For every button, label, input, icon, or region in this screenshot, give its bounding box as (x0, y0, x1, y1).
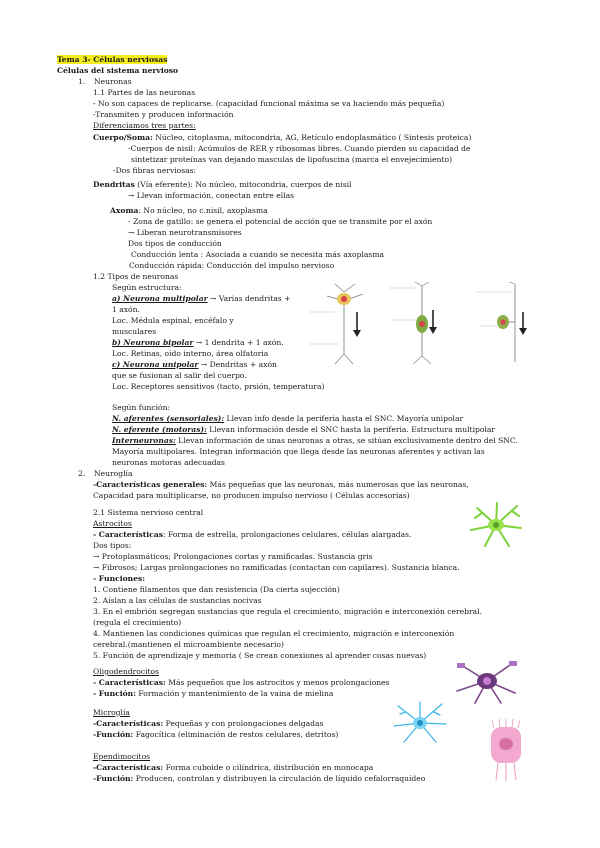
astrocitos-title: Astrocitos (93, 519, 132, 528)
text-line: -Características: Pequeñas y con prolongaciones delgadas (93, 719, 324, 728)
ependimocitos-title: Ependimocitos (93, 752, 151, 761)
text-line: Interneuronas: Llevan información de unas neuronas a otras, se sitúan exclusivamente dentro del SNC. (112, 436, 518, 445)
microglia-icon (390, 700, 450, 746)
text-line: b) Neurona bipolar → 1 dendrita + 1 axón. (112, 338, 284, 347)
section-1-title: Neuronas (94, 77, 132, 86)
text-line: -Cuerpos de nisil: Acúmulos de RER y ribosomas libres. Cuando pierden su capacidad de (128, 144, 471, 153)
text-line: Conducción rápida: Conducción del impulso nervioso (129, 261, 335, 270)
text-line: Conducción lenta : Asociada a cuando se necesita más axoplasma (131, 250, 385, 259)
text-line: → Liberan neurotransmisores (128, 228, 242, 237)
text-line: musculares (112, 327, 157, 336)
text-line: -Función: Fagocítica (eliminación de restos celulares, detritos) (93, 730, 339, 739)
ependymal-cell-icon (486, 718, 526, 782)
text-line: 3. En el embrión segregan sustancias que regula el crecimiento, migración e interconexión cerebral. (93, 607, 482, 616)
text-line: Loc. Retinas, oído interno, área olfatoria (112, 349, 269, 358)
text-line: -Dos fibras nerviosas: (113, 166, 197, 175)
text-line: 4. Mantienen las condiciones químicas que regulan el crecimiento, migración e interconexión (93, 629, 455, 638)
text-line: cerebral.(mantienen el microambiente necesario) (93, 640, 284, 649)
text-line: → Llevan información, conectan entre ellas (128, 191, 294, 200)
text-line: sintetizar proteínas van dejando masculas de lipofuscina (marca el envejecimiento) (131, 155, 453, 164)
subsection-1-2: 1.2 Tipos de neuronas (93, 272, 179, 281)
text-line: Capacidad para multiplicarse, no producen impulso nervioso ( Células accesorias) (93, 491, 410, 500)
text-line: Según estructura: (112, 283, 182, 292)
subsection-2-1: 2.1 Sistema nervioso central (93, 508, 204, 517)
neuron-types-diagram (297, 282, 537, 366)
text-line: - Funciones: (93, 574, 146, 583)
text-line: Dos tipos de conducción (128, 239, 222, 248)
text-line: 1. Contiene filamentos que dan resistencia (Da cierta sujección) (93, 585, 340, 594)
page-title: Tema 3- Células nerviosas (57, 55, 168, 64)
text-line: N. aferentes (sensoriales): Llevan info desde la periferia hasta el SNC. Mayoría unipolar (112, 414, 464, 423)
text-line: (regula el crecimiento) (93, 618, 182, 627)
text-line: - Características: Más pequeños que los astrocitos y menos prolongaciones (93, 678, 390, 687)
text-line: → Protoplasmáticos; Prolongaciones cortas y ramificadas. Sustancia gris (93, 552, 373, 561)
astrocyte-icon (467, 500, 525, 550)
text-line: -Transmiten y producen información (93, 110, 234, 119)
text-line: Según función: (112, 403, 171, 412)
text-line: que se fusionan al salir del cuerpo. (112, 371, 247, 380)
text-line: N. eferente (motoras): Llevan información desde el SNC hasta la periferia. Estructura multipolar (112, 425, 496, 434)
text-line: → Fibrosos; Largas prolongaciones no ramificadas (contactan con capilares). Sustancia blanca. (93, 563, 460, 572)
text-line: c) Neurona unipolar → Dendritas + axón (112, 360, 277, 369)
text-line: Axoma: No núcleo, no c.nisil, axoplasma (110, 206, 268, 215)
text-line: neuronas motoras adecuadas (112, 458, 225, 467)
text-line: Loc. Receptores sensitivos (tacto, prsión, temperatura) (112, 382, 325, 391)
oligo-title: Oligodendrocitos (93, 667, 160, 676)
microglia-title: Microglía (93, 708, 130, 717)
subsection-1-1: 1.1 Partes de las neuronas (93, 88, 196, 97)
text-line: Cuerpo/Soma: Núcleo, citoplasma, mitocondria, AG, Retículo endoplasmático ( Síntesis proteica) (93, 133, 472, 142)
section-2-title: Neuroglía (94, 469, 133, 478)
parts-heading: Diferenciamos tres partes: (93, 121, 196, 130)
text-line: Dos tipos: (93, 541, 132, 550)
text-line: - Zona de gatillo: se genera el potencial de acción que se transmite por el axón (128, 217, 433, 226)
text-line: -Función: Producen, controlan y distribuyen la circulación de líquido cefalorraquídeo (93, 774, 426, 783)
text-line: 5. Función de aprendizaje y memoria ( Se crean conexiones al aprender cosas nuevas) (93, 651, 427, 660)
text-line: -Características generales: Más pequeñas que las neuronas, más numerosas que las neuronas, (93, 480, 469, 489)
text-line: - Función: Formación y mantenimiento de la vaina de mielina (93, 689, 334, 698)
section-heading: Células del sistema nervioso (57, 66, 179, 75)
section-1-number: 1. (78, 77, 86, 86)
text-line: - Características: Forma de estrella, prolongaciones celulares, células alargadas. (93, 530, 412, 539)
text-line: - No son capaces de replicarse. (capacidad funcional máxima se va haciendo más pequeña) (93, 99, 445, 108)
text-line: 2. Aíslan a las células de sustancias nocivas (93, 596, 262, 605)
oligodendrocyte-icon (455, 657, 519, 705)
text-line: Dendritas (Vía eferente): No núcleo, mitocondria, cuerpos de nisil (93, 180, 352, 189)
text-line: Mayoría multipolares. Integran información que llega desde las neuronas aferentes y activan las (112, 447, 485, 456)
text-line: Loc. Médula espinal, encéfalo y (112, 316, 234, 325)
section-2-number: 2. (78, 469, 86, 478)
text-line: 1 axón. (112, 305, 140, 314)
text-line: a) Neurona multipolar → Varias dendritas + (112, 294, 291, 303)
text-line: -Características: Forma cuboide o cilíndrica, distribución en monocapa (93, 763, 374, 772)
